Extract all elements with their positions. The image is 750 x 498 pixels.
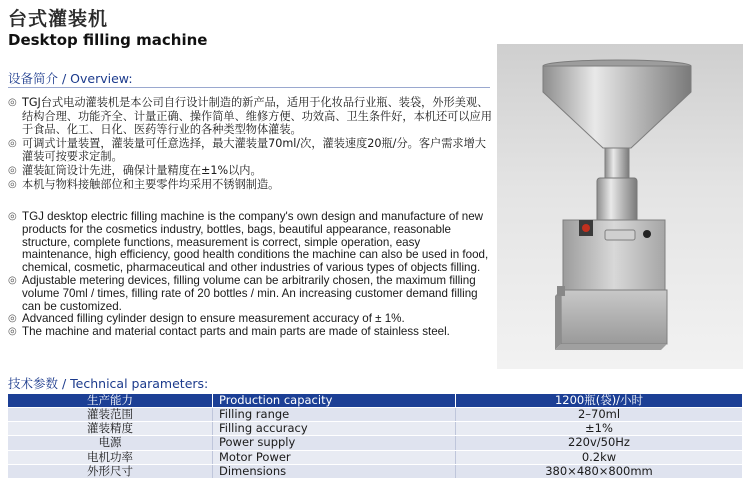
product-photo: [497, 44, 743, 369]
overview-en-text: [8, 211, 493, 339]
bullet-icon: ◎: [8, 178, 17, 190]
page-title-en: Desktop filling machine: [8, 31, 208, 49]
table-row: [8, 464, 742, 478]
spec-value: 220v/50Hz: [456, 436, 743, 450]
spec-value: 1200瓶(袋)/小时: [456, 394, 743, 408]
spec-value: 380×480×800mm: [456, 464, 743, 478]
bullet-icon: ◎: [8, 137, 17, 149]
overview-heading: 设备简介 / Overview:: [8, 71, 133, 86]
overview-en-item: ◎ The machine and material contact parts and main parts are made of stainless steel.: [8, 325, 450, 339]
spec-value: ±1%: [456, 422, 743, 436]
bullet-icon: ◎: [8, 211, 17, 222]
bullet-icon: ◎: [8, 164, 17, 176]
overview-rule: [8, 87, 490, 88]
page-title-cn: 台式灌装机: [8, 8, 109, 30]
overview-cn-item: ◎ 可调式计量装置，灌装量可任意选择，最大灌装量70ml/次，灌装速度20瓶/分。客户需求增大灌装可按要求定制。: [8, 136, 486, 164]
spec-value: 2–70ml: [456, 408, 743, 422]
overview-cn-item: ◎ 本机与物料接触部位和主要零件均采用不锈钢制造。: [8, 177, 280, 191]
table-row: [8, 394, 742, 408]
spec-en-label: Dimensions: [213, 464, 456, 478]
spec-en-label: Power supply: [213, 436, 456, 450]
specs-table: [8, 394, 742, 479]
specs-heading: 技术参数 / Technical parameters:: [8, 376, 209, 391]
bullet-icon: ◎: [8, 274, 17, 286]
table-row: [8, 422, 742, 436]
bullet-icon: ◎: [8, 313, 17, 325]
bullet-icon: ◎: [8, 326, 17, 338]
table-row: [8, 450, 742, 464]
spec-en-label: Filling accuracy: [213, 422, 456, 436]
spec-cn-label: 生产能力: [8, 394, 213, 408]
filling-machine-icon: [497, 44, 743, 369]
table-row: [8, 436, 742, 450]
spec-cn-label: 灌装精度: [8, 422, 213, 436]
spec-cn-label: 灌装范围: [8, 408, 213, 422]
spec-en-label: Production capacity: [213, 394, 456, 408]
spec-cn-label: 电源: [8, 436, 213, 450]
overview-cn-item: ◎ 灌装缸筒设计先进，确保计量精度在±1%以内。: [8, 163, 262, 177]
table-row: [8, 408, 742, 422]
spec-en-label: Filling range: [213, 408, 456, 422]
bullet-icon: ◎: [8, 97, 17, 108]
overview-en-item: ◎ Adjustable metering devices, filling volume can be arbitrarily chosen, the maximum filling volume 70ml / times, filling rate of 20 bottles / min. An increasing customer demand filling can be customized.: [8, 273, 478, 313]
overview-en-item: ◎ Advanced filling cylinder design to ensure measurement accuracy of ± 1%.: [8, 312, 405, 326]
overview-cn-text: [8, 96, 493, 191]
spec-cn-label: 外形尺寸: [8, 464, 213, 478]
spec-value: 0.2kw: [456, 450, 743, 464]
overview-en-item: ◎ TGJ desktop electric filling machine is the company's own design and manufacture of new products for the cosmetics industry, bottles, bags, beautiful appearance, reasonable structure, complete functions, measurement is correct, simple operation, easy maintenance, high efficiency, good health conditions the machine can also be used in food, chemical, cosmetic, pharmaceutical and other industries of various types of objects filling.: [8, 210, 489, 275]
overview-cn-item: ◎ TGJ台式电动灌装机是本公司自行设计制造的新产品，适用于化妆品行业瓶、装袋，外形美观、结构合理、功能齐全、计量正确、操作简单、维修方便、功效高、卫生条件好，本机还可以应用于食品、化工、日化、医药等行业的各种类型物体灌装。: [8, 96, 492, 137]
spec-en-label: Motor Power: [213, 450, 456, 464]
spec-cn-label: 电机功率: [8, 450, 213, 464]
